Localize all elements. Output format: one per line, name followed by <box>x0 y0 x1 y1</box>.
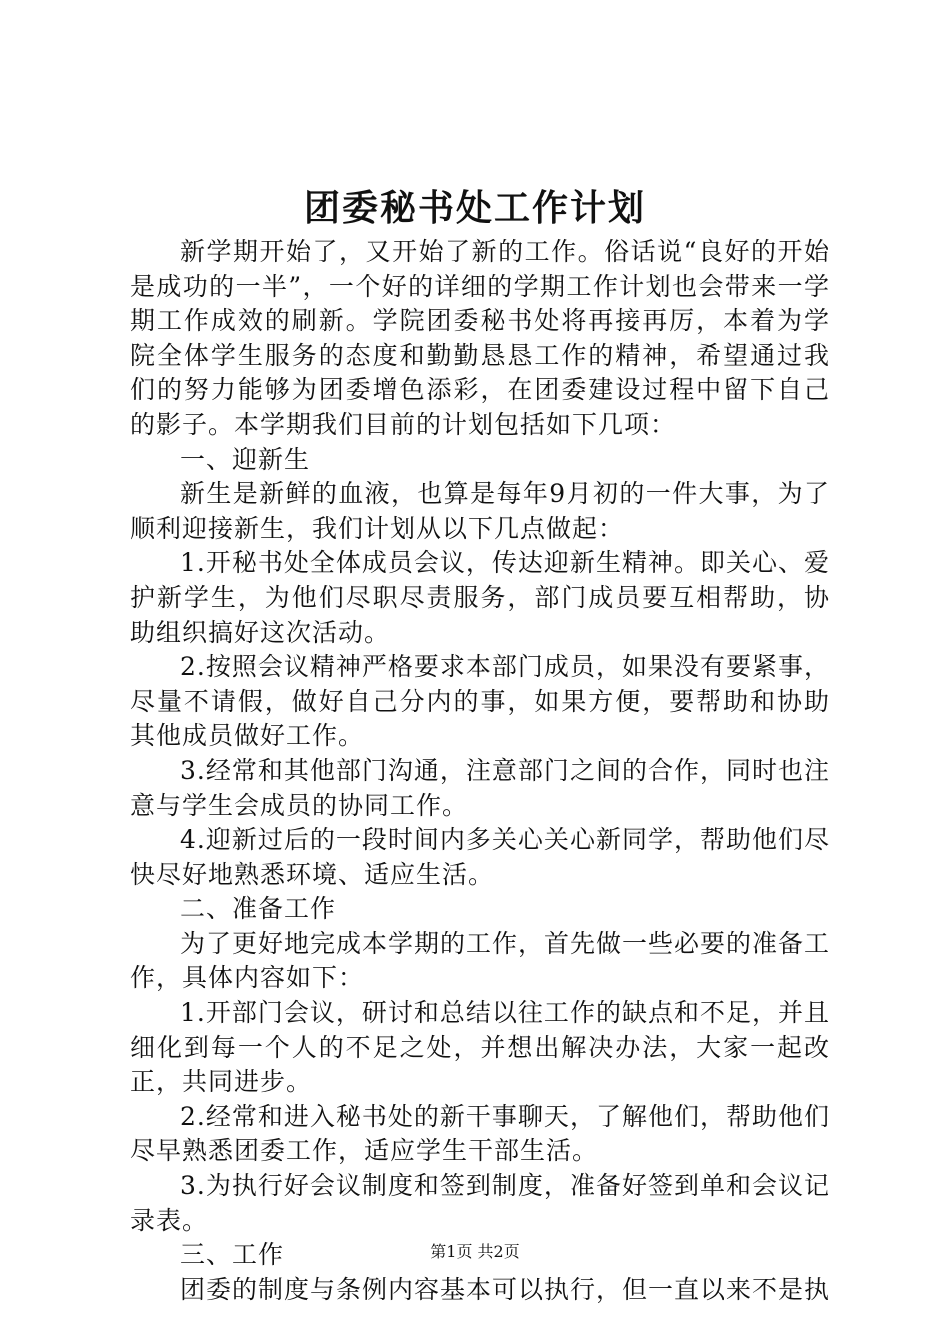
section-heading-preparation: 二、准备工作 <box>180 894 337 924</box>
page-footer: 第1页 共2页 <box>430 1242 520 1261</box>
welcome-item-1: 1.开秘书处全体成员会议，传达迎新生精神。即关心、爱护新学生，为他们尽职尽责服务，部门成员要互相帮助，协助组织搞好这次活动。 <box>130 548 830 647</box>
intro-paragraph: 新学期开始了，又开始了新的工作。俗话说“良好的开始是成功的一半”，一个好的详细的学期工作计划也会带来一学期工作成效的刷新。学院团委秘书处将再接再厉，本着为学院全体学生服务的态度和勤勤恳恳工作的精神，希望通过我们的努力能够为团委增色添彩，在团委建设过程中留下自己的影子。本学期我们目前的计划包括如下几项： <box>130 237 830 439</box>
welcome-intro-paragraph: 新生是新鲜的血液，也算是每年9月初的一件大事，为了顺利迎接新生，我们计划从以下几点做起： <box>130 479 830 543</box>
welcome-item-3: 3.经常和其他部门沟通，注意部门之间的合作，同时也注意与学生会成员的协同工作。 <box>130 755 830 820</box>
section-heading-work: 三、工作 <box>180 1240 285 1270</box>
document-title: 团委秘书处工作计划 <box>303 187 646 229</box>
preparation-item-1: 1.开部门会议，研讨和总结以往工作的缺点和不足，并且细化到每一个人的不足之处，并想出解决办法，大家一起改正，共同进步。 <box>130 998 830 1097</box>
preparation-intro-paragraph: 为了更好地完成本学期的工作，首先做一些必要的准备工作，具体内容如下： <box>130 928 831 993</box>
welcome-item-2: 2.按照会议精神严格要求本部门成员，如果没有要紧事，尽量不请假，做好自己分内的事，如果方便，要帮助和协助其他成员做好工作。 <box>130 652 830 751</box>
work-paragraph: 团委的制度与条例内容基本可以执行，但一直以来不是执 <box>180 1274 831 1304</box>
preparation-item-2: 2.经常和进入秘书处的新干事聊天，了解他们，帮助他们尽早熟悉团委工作，适应学生干部生活。 <box>130 1101 830 1166</box>
document-body <box>130 235 830 1307</box>
preparation-item-3: 3.为执行好会议制度和签到制度，准备好签到单和会议记录表。 <box>130 1171 830 1235</box>
section-heading-welcome: 一、迎新生 <box>180 444 311 474</box>
welcome-item-4: 4.迎新过后的一段时间内多关心关心新同学，帮助他们尽快尽好地熟悉环境、适应生活。 <box>130 825 830 889</box>
